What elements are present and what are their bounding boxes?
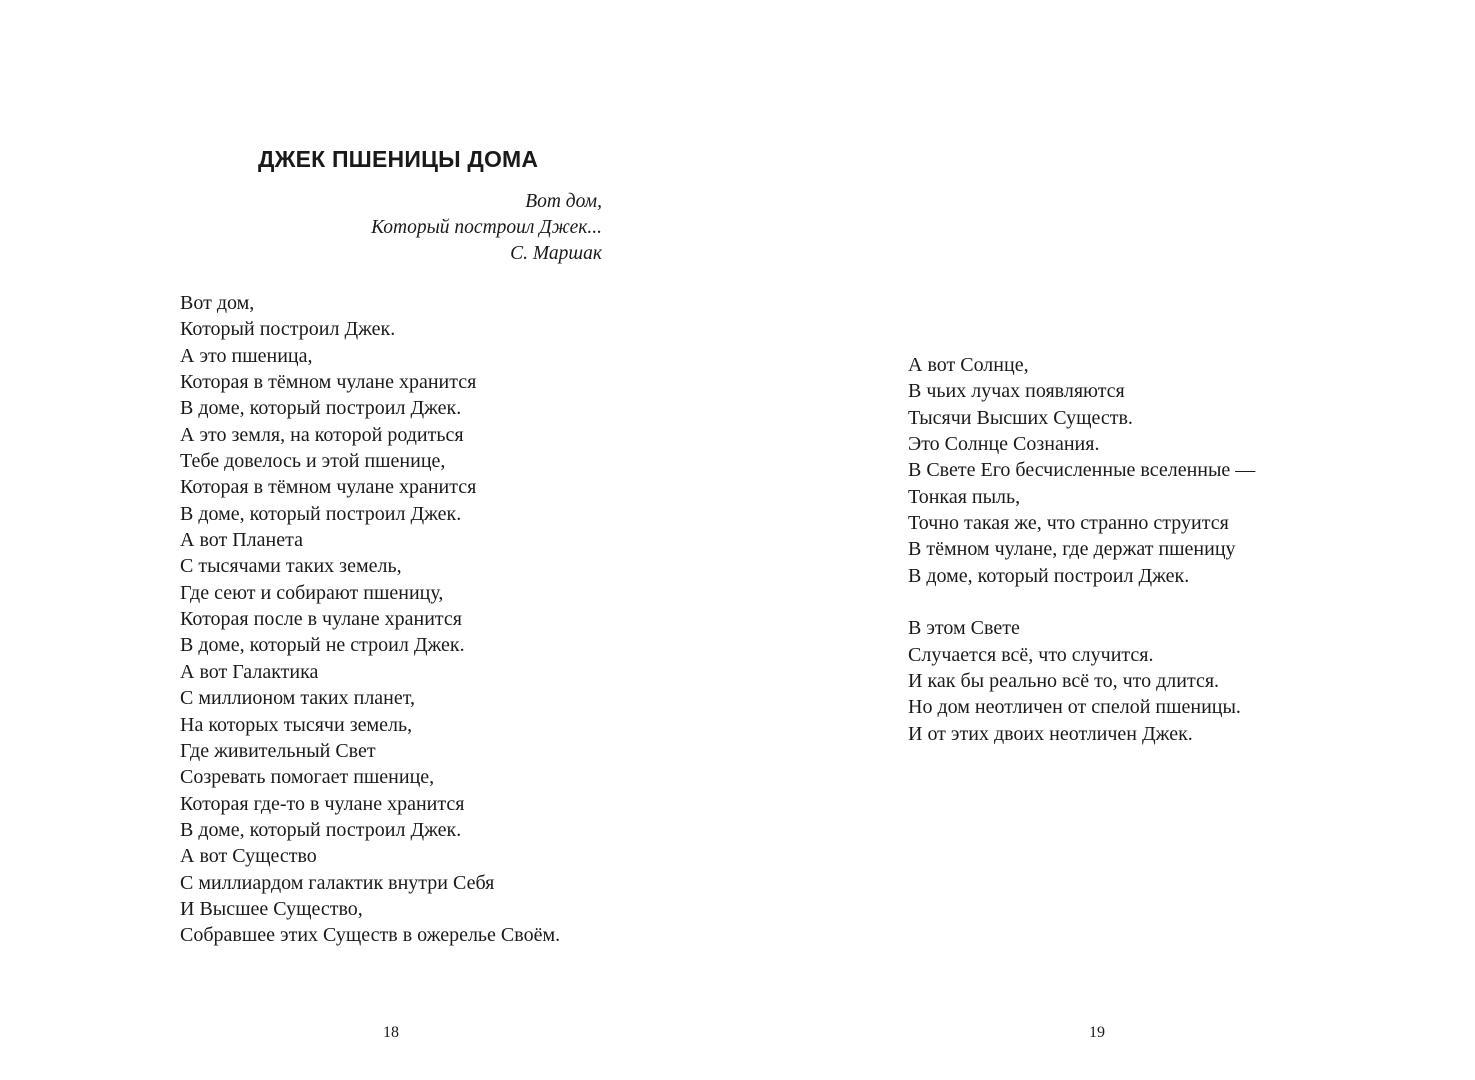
- verse-line: И Высшее Существо,: [180, 897, 363, 920]
- epigraph-author: С. Маршак: [510, 243, 602, 264]
- verse-line: В доме, который не строил Джек.: [180, 634, 465, 657]
- verse-line: Тебе довелось и этой пшенице,: [180, 450, 446, 473]
- verse-line: С тысячами таких земель,: [180, 555, 402, 578]
- page-number: 18: [383, 1024, 399, 1041]
- poem-title: ДЖЕК ПШЕНИЦЫ ДОМА: [258, 146, 539, 172]
- verse-line: Точно такая же, что странно струится: [908, 512, 1229, 535]
- verse-line: В Свете Его бесчисленные вселенные —: [908, 459, 1256, 482]
- verse-line: Вот дом,: [180, 292, 255, 314]
- verse-line: В доме, который построил Джек.: [180, 818, 462, 841]
- verse-line: В этом Свете: [908, 617, 1020, 640]
- verse-line: А вот Солнце,: [908, 354, 1029, 376]
- verse-line: Тысячи Высших Существ.: [908, 406, 1133, 429]
- verse-line: Которая в тёмном чулане хранится: [180, 476, 477, 499]
- verse-line: С миллионом таких планет,: [180, 687, 415, 710]
- verse-line: В доме, который построил Джек.: [180, 502, 462, 525]
- verse-line: На которых тысячи земель,: [180, 713, 413, 736]
- verse-line: Но дом неотличен от спелой пшеницы.: [908, 696, 1241, 719]
- verse-line: А вот Существо: [180, 845, 317, 868]
- right-page: [737, 0, 1475, 1080]
- verse-line: И как бы реально всё то, что длится.: [908, 670, 1220, 693]
- page-number: 19: [1089, 1024, 1105, 1041]
- verse-left: [180, 290, 560, 949]
- verse-line: В чьих лучах появляются: [908, 380, 1125, 403]
- epigraph-line: Который построил Джек...: [371, 217, 602, 238]
- verse-line: А вот Планета: [180, 529, 303, 552]
- verse-line: Который построил Джек.: [180, 318, 396, 341]
- verse-line: Тонкая пыль,: [908, 485, 1021, 508]
- verse-line: Которая где-то в чулане хранится: [180, 792, 465, 815]
- verse-line: В доме, который построил Джек.: [908, 564, 1190, 587]
- verse-right: [908, 352, 1255, 747]
- verse-line: А это земля, на которой родиться: [180, 423, 464, 446]
- verse-line: Созревать помогает пшенице,: [180, 766, 435, 789]
- verse-line: А это пшеница,: [180, 344, 313, 367]
- verse-line: Которая в тёмном чулане хранится: [180, 371, 477, 394]
- stanza-break: [908, 589, 1255, 615]
- left-page: [0, 0, 737, 1080]
- epigraph-line: Вот дом,: [525, 191, 602, 212]
- epigraph: [371, 189, 602, 267]
- verse-line: С миллиардом галактик внутри Себя: [180, 871, 495, 894]
- verse-line: Которая после в чулане хранится: [180, 608, 462, 631]
- verse-line: Случается всё, что случится.: [908, 643, 1154, 666]
- verse-line: А вот Галактика: [180, 660, 319, 683]
- verse-line: Это Солнце Сознания.: [908, 433, 1100, 456]
- verse-line: В доме, который построил Джек.: [180, 397, 462, 420]
- verse-line: В тёмном чулане, где держат пшеницу: [908, 538, 1236, 561]
- verse-line: Собравшее этих Существ в ожерелье Своём.: [180, 924, 561, 947]
- verse-line: Где живительный Свет: [180, 739, 376, 762]
- verse-line: И от этих двоих неотличен Джек.: [908, 722, 1193, 745]
- verse-line: Где сеют и собирают пшеницу,: [180, 581, 444, 604]
